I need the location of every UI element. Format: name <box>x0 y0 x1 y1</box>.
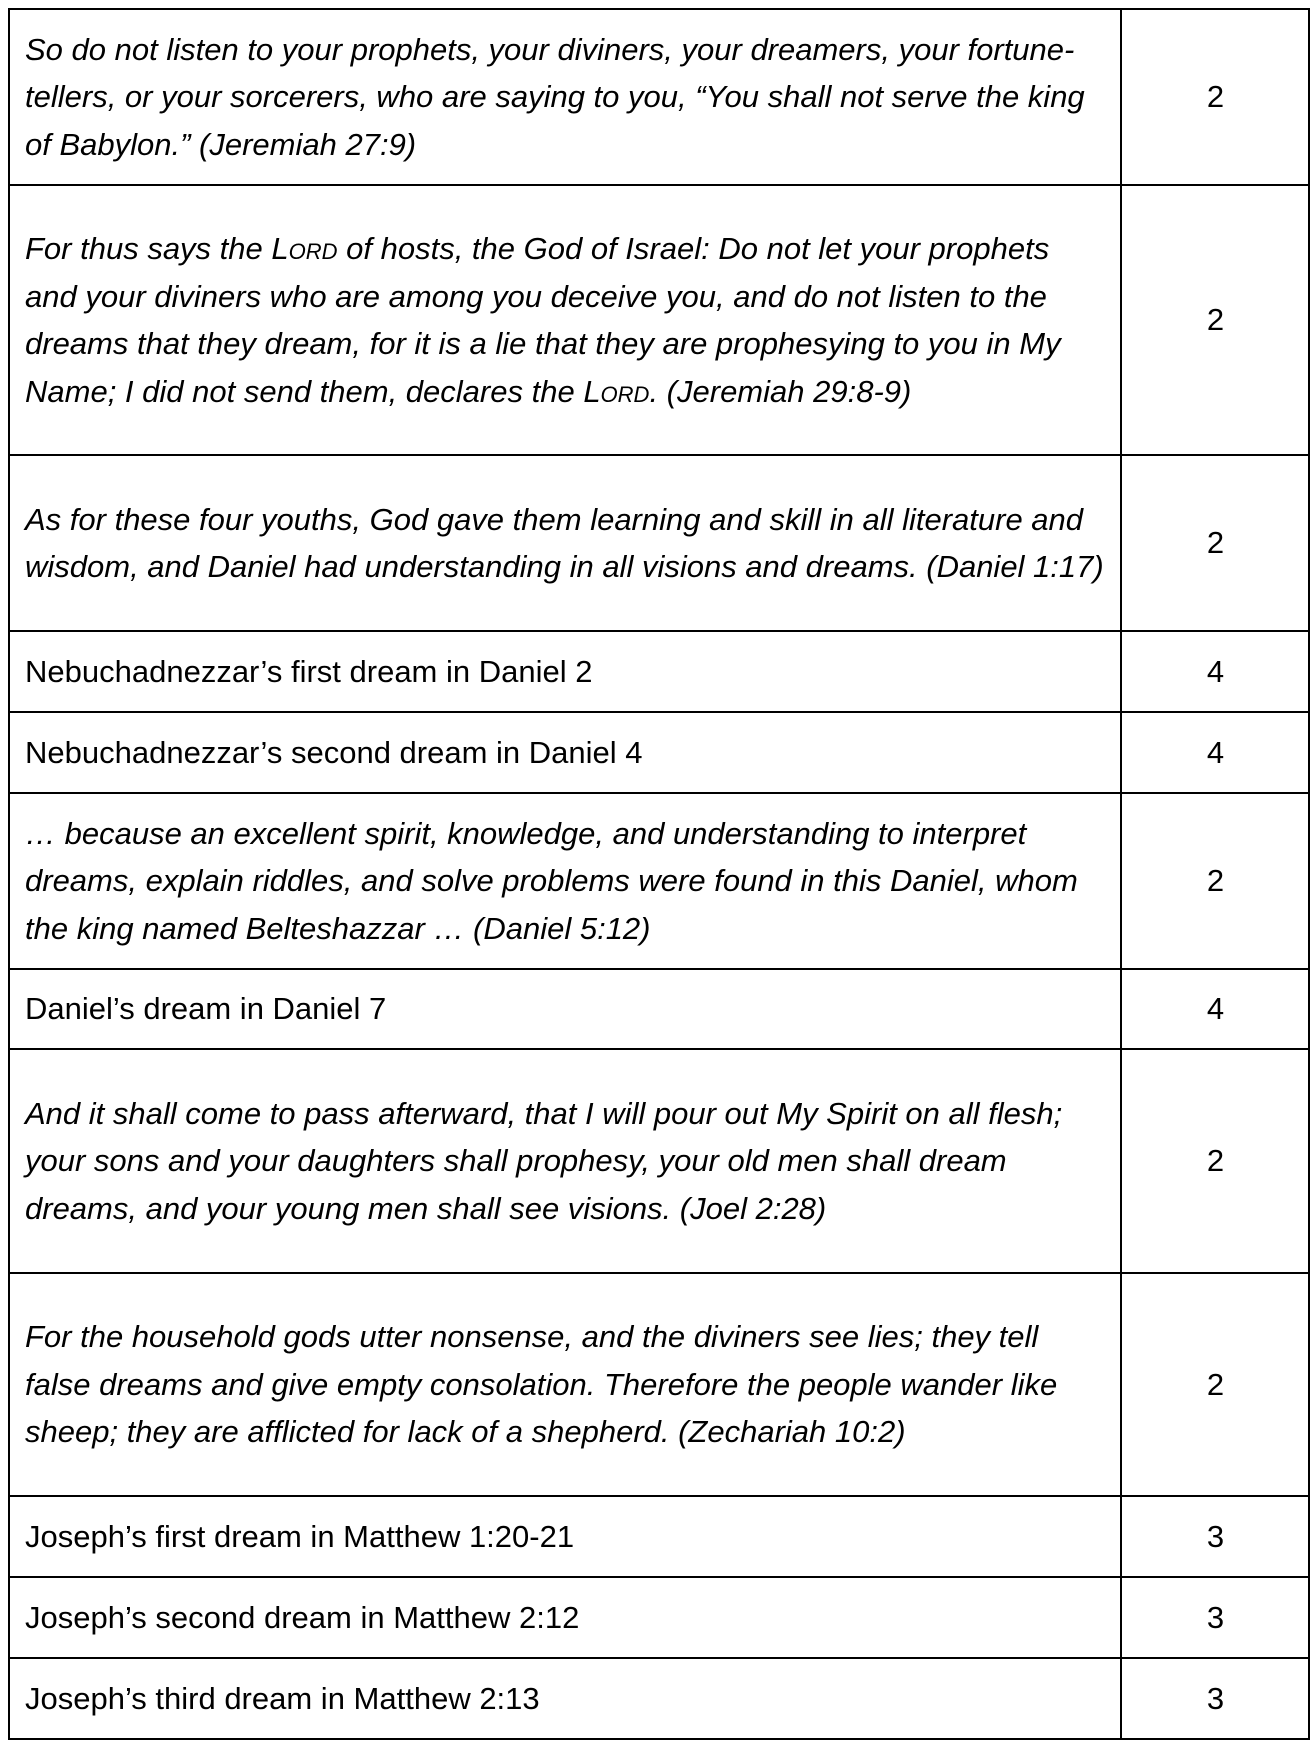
dream-references-table <box>8 8 1310 1740</box>
table-row <box>9 712 1309 793</box>
table-row <box>9 1496 1309 1577</box>
table-row <box>9 1273 1309 1496</box>
reference-cell: Joseph’s first dream in Matthew 1:20-21 <box>9 1496 1121 1577</box>
table-row <box>9 969 1309 1049</box>
reference-cell: Joseph’s second dream in Matthew 2:12 <box>9 1577 1121 1658</box>
count-cell: 2 <box>1121 1273 1309 1496</box>
table-row <box>9 185 1309 455</box>
reference-cell: For the household gods utter nonsense, and the diviners see lies; they tell false dreams and give empty consolation. Therefore the people wander like sheep; they are afflicted for lack of a shepherd. (Zechariah 10:2) <box>9 1273 1121 1496</box>
reference-cell: … because an excellent spirit, knowledge, and understanding to interpret dreams, explain riddles, and solve problems were found in this Daniel, whom the king named Belteshazzar … (Daniel 5:12) <box>9 793 1121 969</box>
reference-text: of hosts, the God of Israel: Do not let your prophets and your diviners who are among you deceive you, and do not listen to the dreams that they dream, for it is a lie that they are prophesying to you in My Name; I did not send them, declares the <box>25 231 1061 409</box>
reference-text: For thus says the <box>25 231 272 266</box>
count-cell: 2 <box>1121 9 1309 185</box>
lord-small-caps: Lord <box>583 373 650 409</box>
count-cell: 2 <box>1121 1049 1309 1273</box>
count-cell: 4 <box>1121 631 1309 712</box>
table-row <box>9 1577 1309 1658</box>
reference-cell: Joseph’s third dream in Matthew 2:13 <box>9 1658 1121 1739</box>
table-row <box>9 631 1309 712</box>
table-row <box>9 1658 1309 1739</box>
lord-small-caps: Lord <box>271 231 338 266</box>
count-cell: 2 <box>1121 455 1309 631</box>
count-cell: 3 <box>1121 1577 1309 1658</box>
reference-text: . (Jeremiah 29:8-9) <box>649 373 912 409</box>
count-cell: 2 <box>1121 185 1309 455</box>
reference-cell: Daniel’s dream in Daniel 7 <box>9 969 1121 1049</box>
count-cell: 4 <box>1121 969 1309 1049</box>
table-row <box>9 793 1309 969</box>
count-cell: 4 <box>1121 712 1309 793</box>
count-cell: 3 <box>1121 1496 1309 1577</box>
count-cell: 2 <box>1121 793 1309 969</box>
table-row <box>9 9 1309 185</box>
reference-cell: Nebuchadnezzar’s second dream in Daniel 4 <box>9 712 1121 793</box>
reference-cell: As for these four youths, God gave them learning and skill in all literature and wisdom, and Daniel had understanding in all visions and dreams. (Daniel 1:17) <box>9 455 1121 631</box>
reference-cell <box>9 185 1121 455</box>
table-row <box>9 1049 1309 1273</box>
count-cell: 3 <box>1121 1658 1309 1739</box>
reference-cell: And it shall come to pass afterward, that I will pour out My Spirit on all flesh; your sons and your daughters shall prophesy, your old men shall dream dreams, and your young men shall see visions. (Joel 2:28) <box>9 1049 1121 1273</box>
table-row <box>9 455 1309 631</box>
reference-cell: Nebuchadnezzar’s first dream in Daniel 2 <box>9 631 1121 712</box>
reference-cell: So do not listen to your prophets, your diviners, your dreamers, your fortune-tellers, or your sorcerers, who are saying to you, “You shall not serve the king of Babylon.” (Jeremiah 27:9) <box>9 9 1121 185</box>
